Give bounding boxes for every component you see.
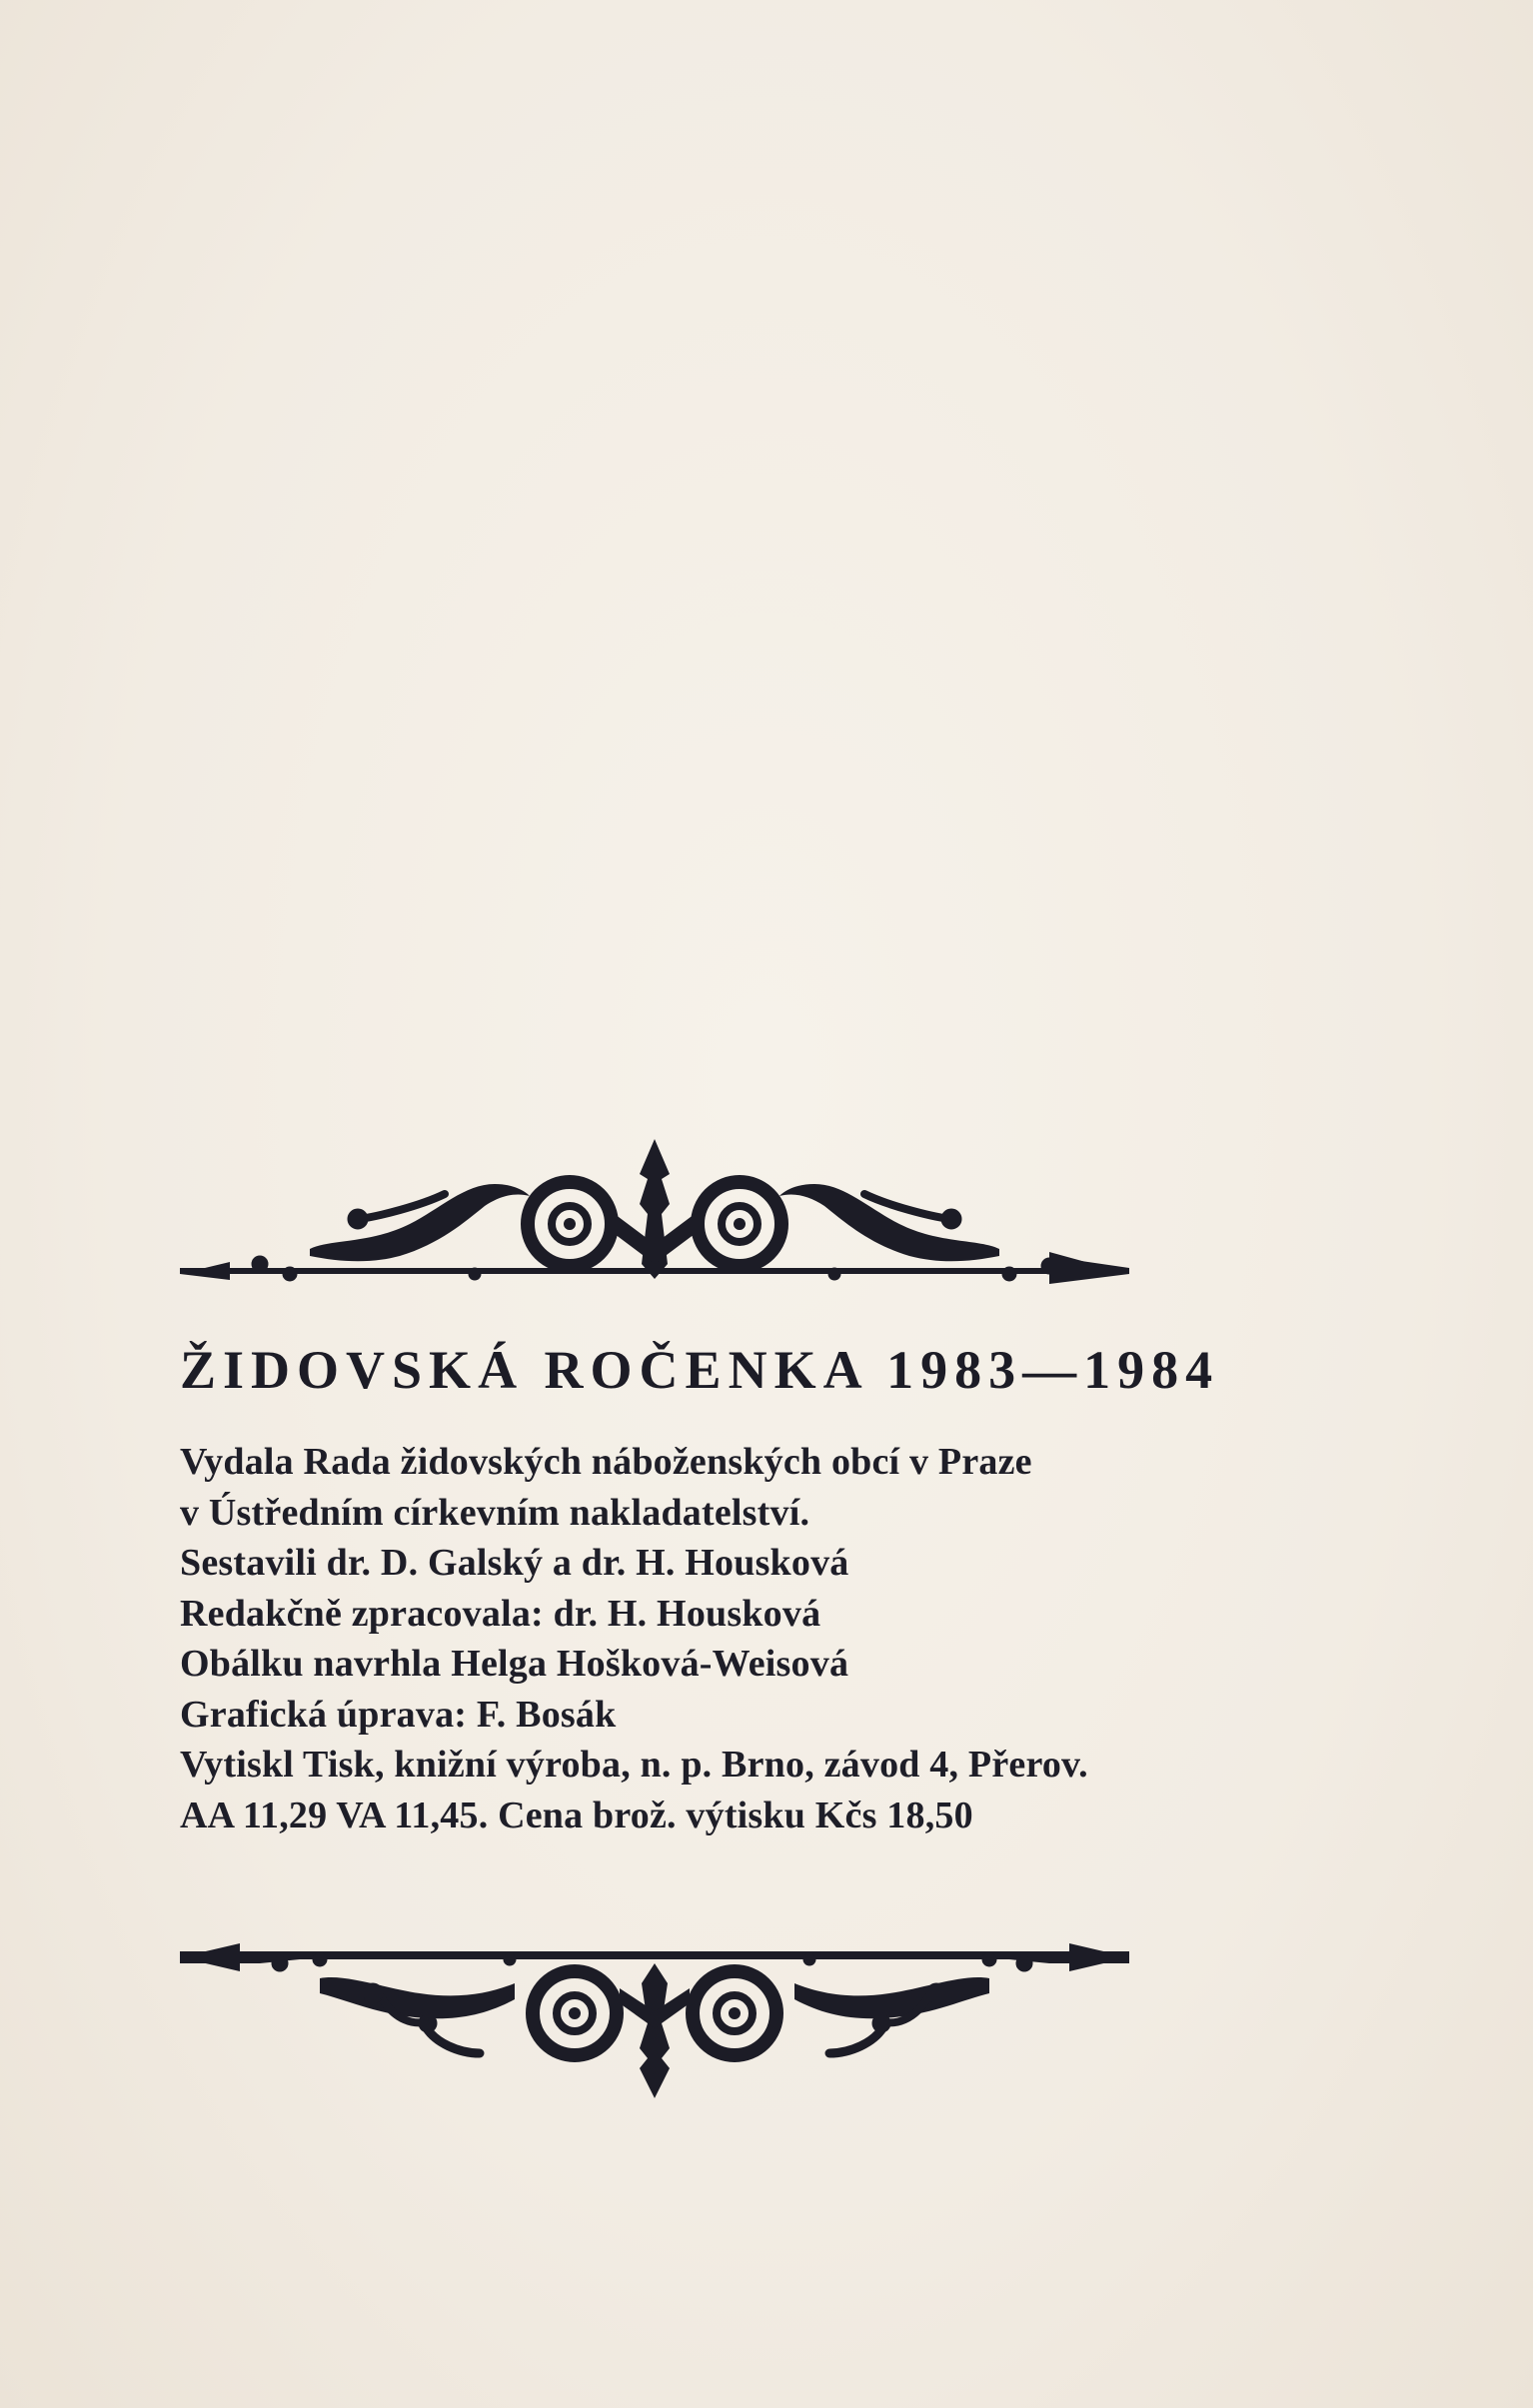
imprint-line-price: AA 11,29 VA 11,45. Cena brož. výtisku Kčs 18,50 bbox=[180, 1794, 973, 1836]
imprint-line-publisher: Vydala Rada židovských náboženských obcí v Praze bbox=[180, 1441, 1032, 1483]
imprint-line-cover-design: Obálku navrhla Helga Hošková-Weisová bbox=[180, 1643, 849, 1685]
imprint-line-graphic-design: Grafická úprava: F. Bosák bbox=[180, 1693, 617, 1736]
imprint-line-printer: Vytiskl Tisk, knižní výroba, n. p. Brno, závod 4, Přerov. bbox=[180, 1744, 1088, 1786]
yearbook-title: ŽIDOVSKÁ ROČENKA 1983—1984 bbox=[180, 1340, 1220, 1400]
imprint-lines bbox=[180, 1437, 1329, 1840]
imprint-line-editor: Redakčně zpracovala: dr. H. Housková bbox=[180, 1592, 821, 1635]
bottom-scroll-ornament-icon bbox=[170, 1933, 1139, 2103]
imprint-line-publishing-house: v Ústředním církevním nakladatelství. bbox=[180, 1491, 810, 1534]
imprint-line-compilers: Sestavili dr. D. Galský a dr. H. Housková bbox=[180, 1542, 849, 1584]
top-scroll-ornament-icon bbox=[170, 1134, 1139, 1304]
